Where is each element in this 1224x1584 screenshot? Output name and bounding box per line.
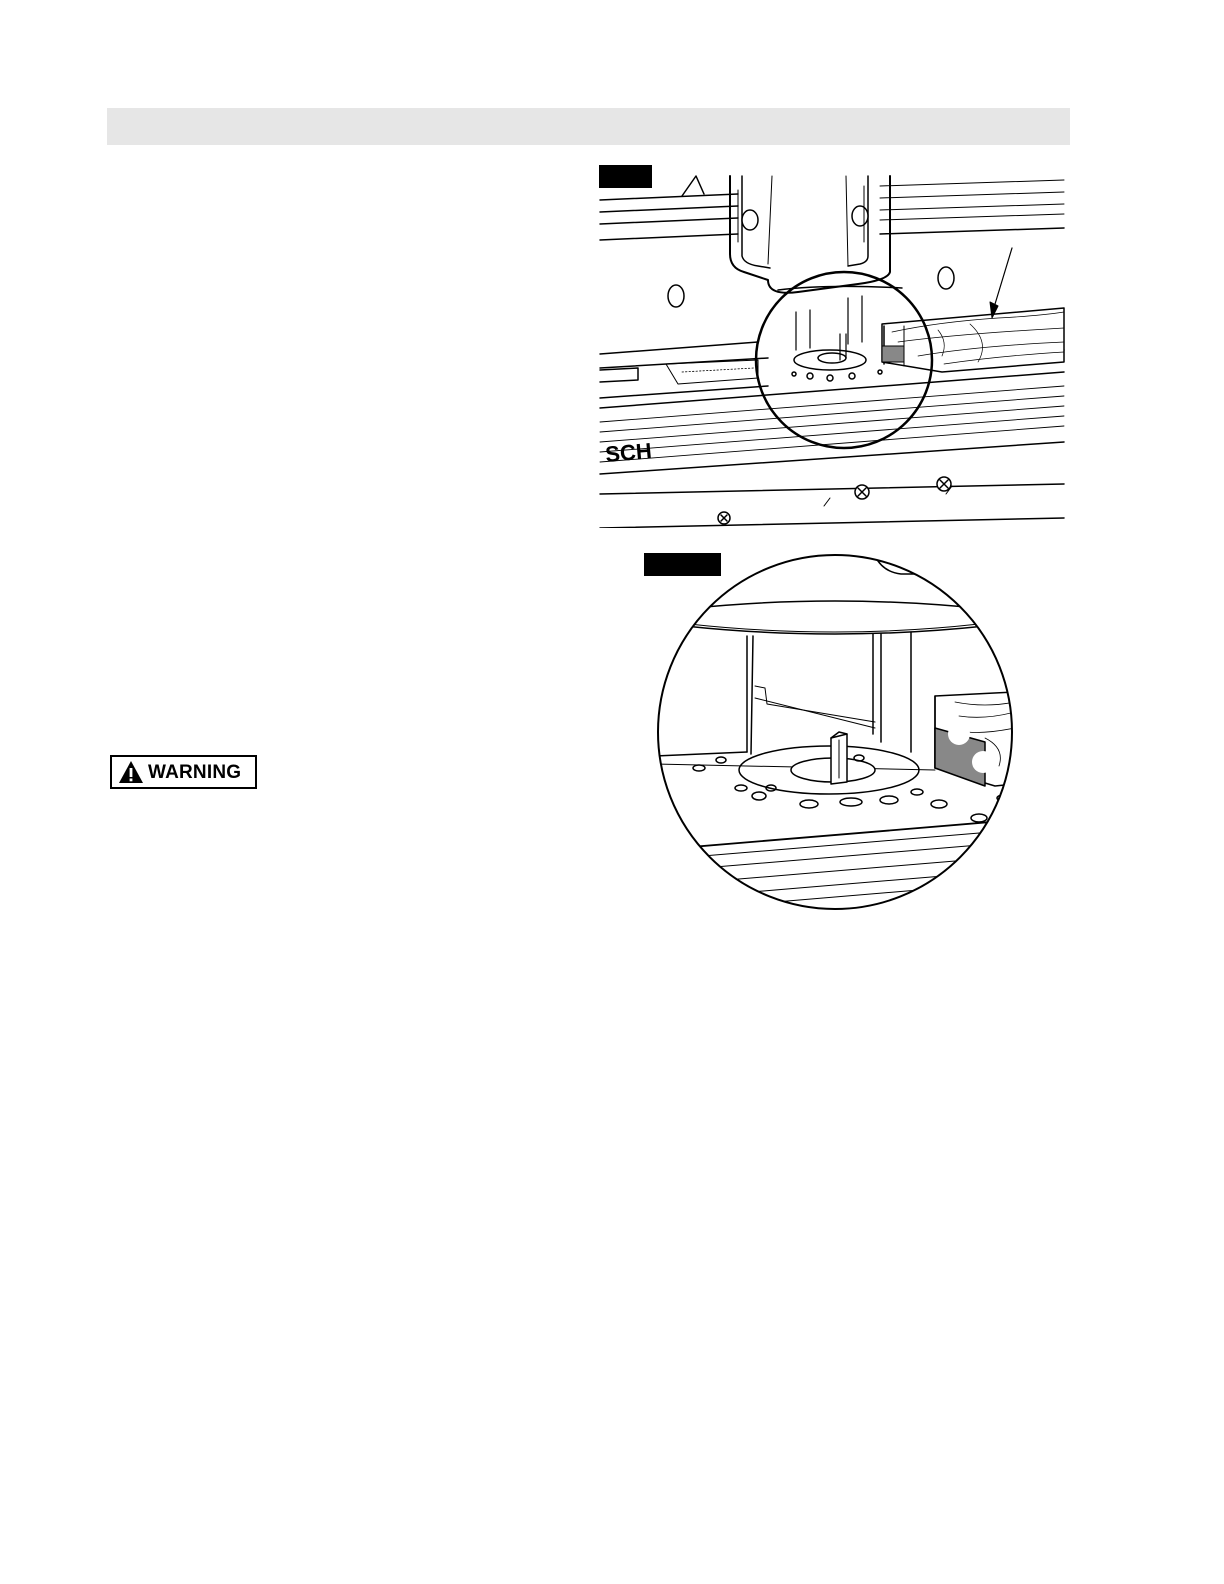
figure-2-detail-illustration — [655, 552, 1015, 912]
warning-box — [110, 755, 257, 789]
section-header-bar — [107, 108, 1070, 145]
warning-label: WARNING — [148, 761, 242, 783]
figure-1-brand-text: SCH — [604, 438, 653, 467]
figure-1-router-table-illustration — [598, 172, 1066, 528]
warning-triangle-icon — [118, 760, 144, 784]
